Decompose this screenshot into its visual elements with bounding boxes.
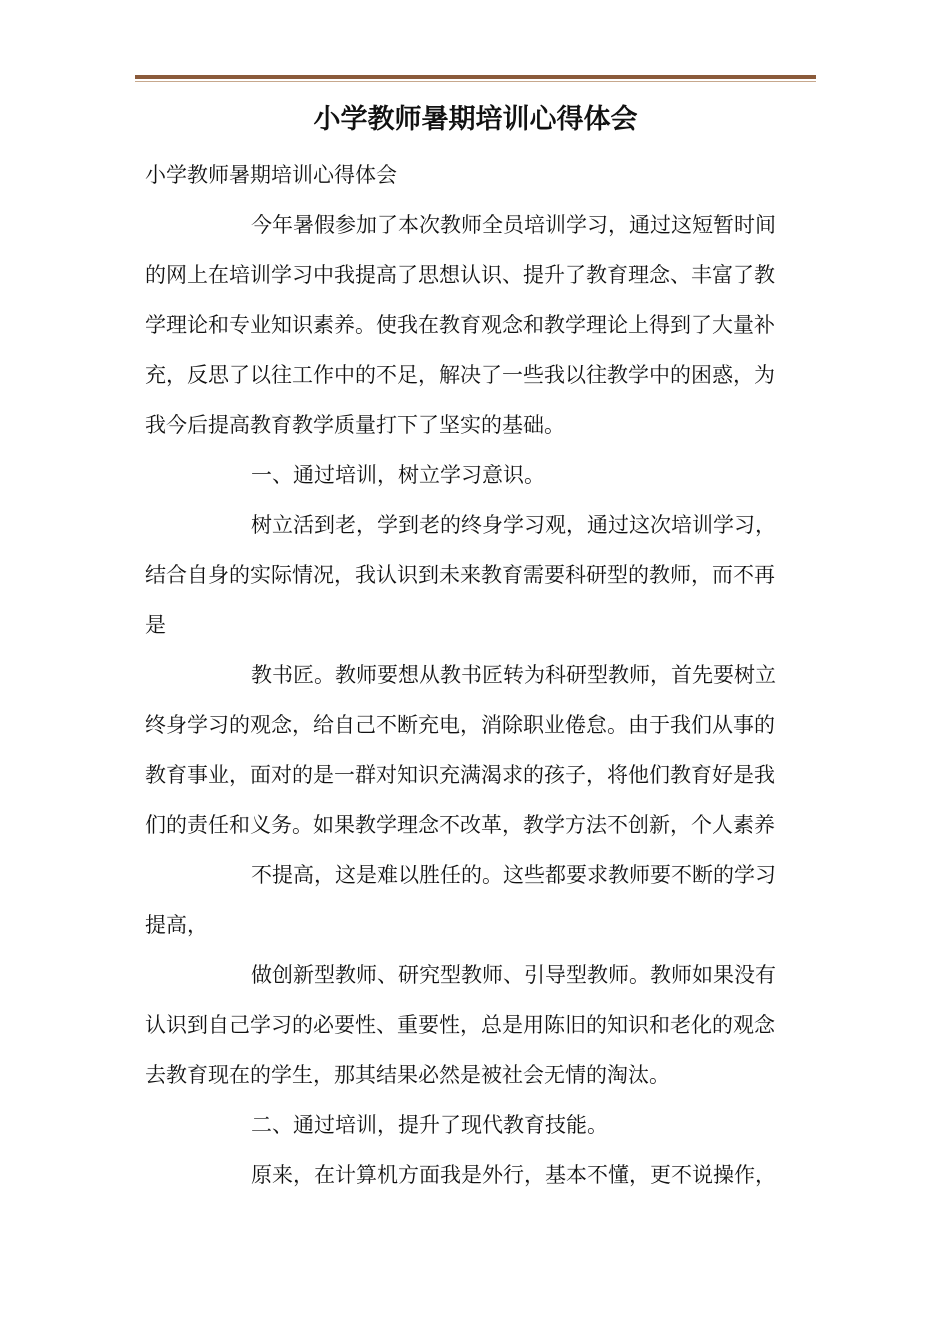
body-text-line: 充，反思了以往工作中的不足，解决了一些我以往教学中的困惑，为 <box>145 363 775 387</box>
body-text-line: 认识到自己学习的必要性、重要性，总是用陈旧的知识和老化的观念 <box>145 1013 775 1037</box>
body-text-line: 原来，在计算机方面我是外行，基本不懂，更不说操作， <box>251 1163 776 1187</box>
body-text-line: 树立活到老，学到老的终身学习观，通过这次培训学习， <box>251 513 776 537</box>
body-text-line: 教育事业，面对的是一群对知识充满渴求的孩子，将他们教育好是我 <box>145 763 775 787</box>
body-text-line: 是 <box>145 613 166 637</box>
body-text-line: 二、通过培训，提升了现代教育技能。 <box>251 1113 608 1137</box>
body-text-line: 一、通过培训，树立学习意识。 <box>251 463 545 487</box>
body-text-line: 的网上在培训学习中我提高了思想认识、提升了教育理念、丰富了教 <box>145 263 775 287</box>
body-text-line: 学理论和专业知识素养。使我在教育观念和教学理论上得到了大量补 <box>145 313 775 337</box>
body-text-line: 终身学习的观念，给自己不断充电，消除职业倦怠。由于我们从事的 <box>145 713 775 737</box>
document-body <box>145 150 817 1200</box>
document-title: 小学教师暑期培训心得体会 <box>313 104 638 135</box>
body-text-line: 今年暑假参加了本次教师全员培训学习，通过这短暂时间 <box>251 213 776 237</box>
body-text-line: 结合自身的实际情况，我认识到未来教育需要科研型的教师，而不再 <box>145 563 775 587</box>
body-text-line: 我今后提高教育教学质量打下了坚实的基础。 <box>145 413 565 437</box>
header-rule <box>135 75 816 79</box>
body-text-line: 们的责任和义务。如果教学理念不改革，教学方法不创新，个人素养 <box>145 813 775 837</box>
body-text-line: 小学教师暑期培训心得体会 <box>145 163 397 187</box>
body-text-line: 做创新型教师、研究型教师、引导型教师。教师如果没有 <box>251 963 776 987</box>
body-text-line: 教书匠。教师要想从教书匠转为科研型教师，首先要树立 <box>251 663 776 687</box>
header-rule-thin <box>135 81 816 82</box>
body-text-line: 去教育现在的学生，那其结果必然是被社会无情的淘汰。 <box>145 1063 670 1087</box>
body-text-line: 提高， <box>145 913 208 937</box>
body-text-line: 不提高，这是难以胜任的。这些都要求教师要不断的学习 <box>251 863 776 887</box>
